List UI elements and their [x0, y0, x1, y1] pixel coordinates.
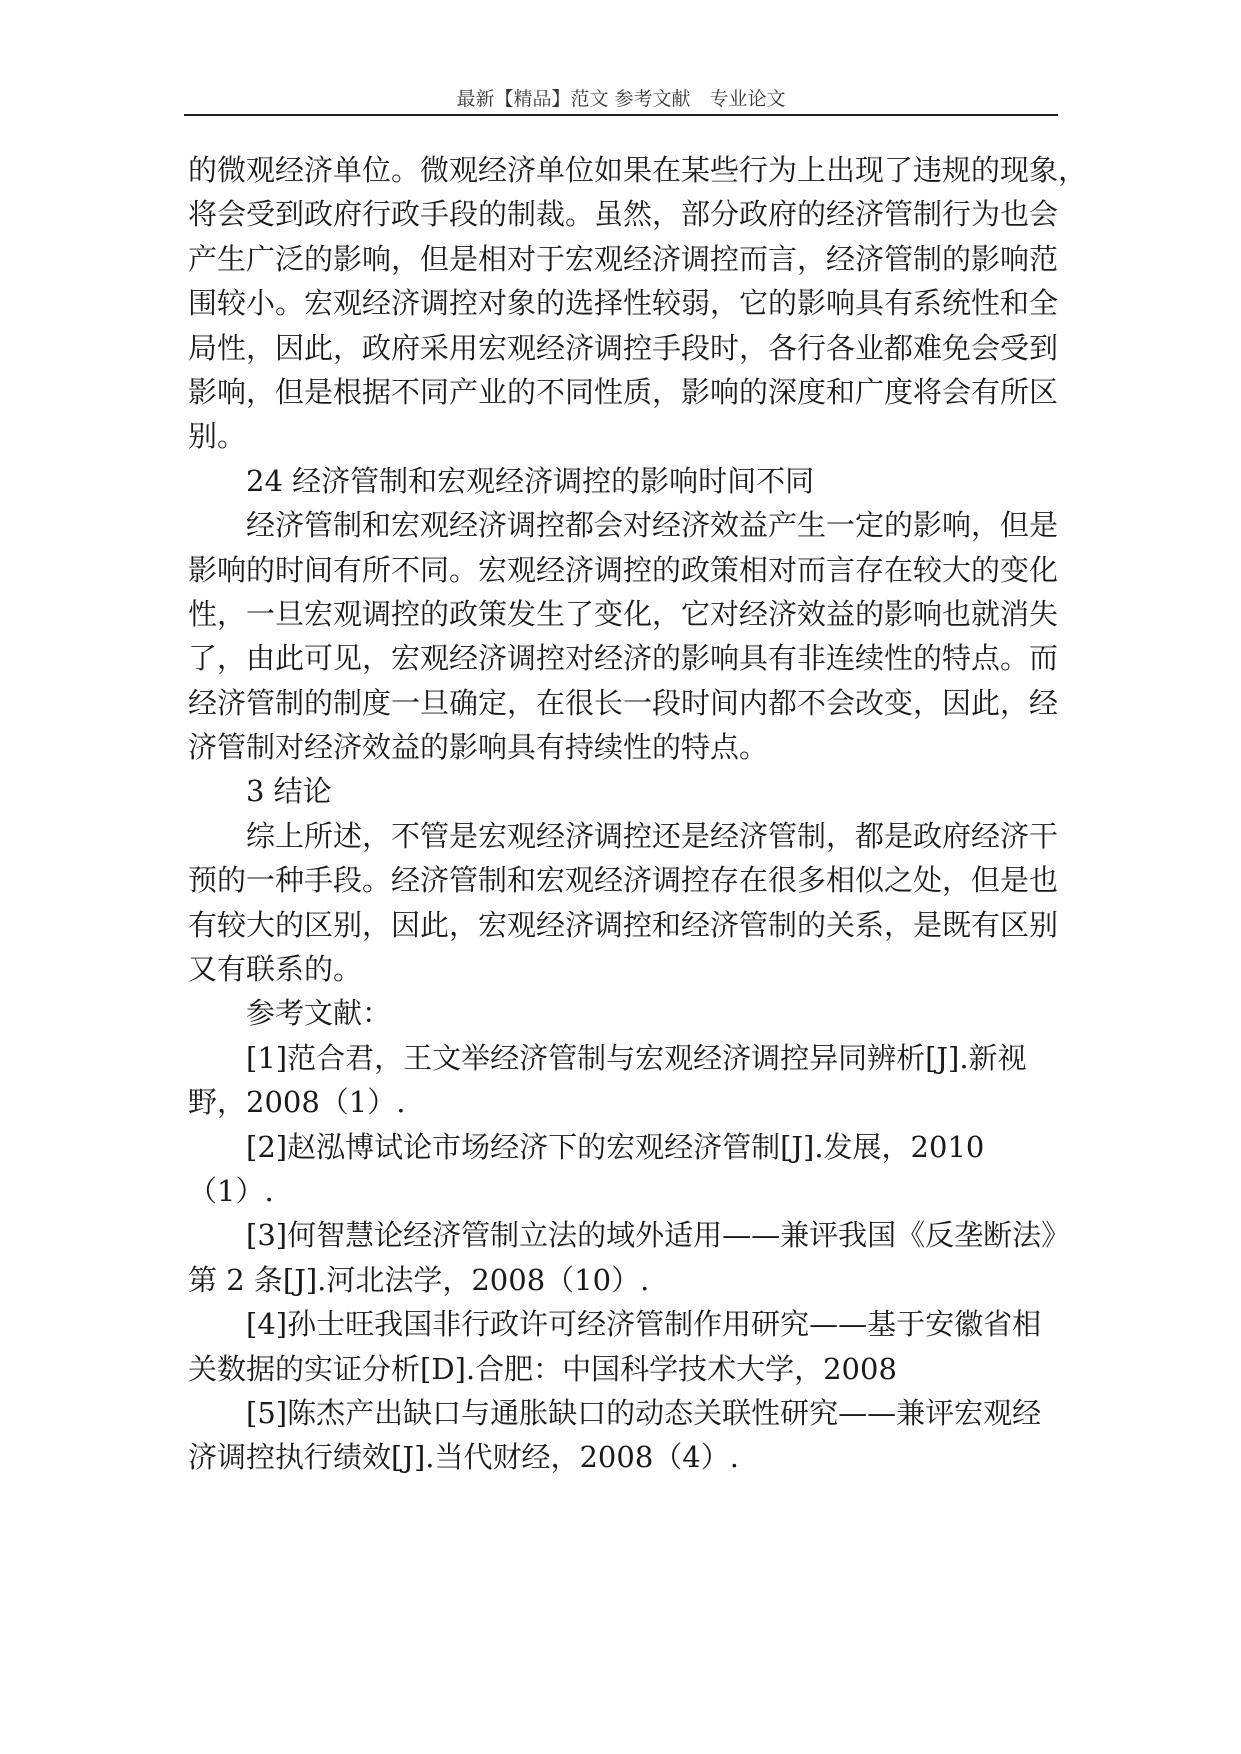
body-line: 影响，但是根据不同产业的不同性质，影响的深度和广度将会有所区 [188, 374, 1059, 409]
body-line: 又有联系的。 [188, 952, 363, 987]
body-line: 产生广泛的影响，但是相对于宏观经济调控而言，经济管制的影响范 [188, 241, 1059, 276]
reference-item: 野，2008（1）. [188, 1085, 406, 1120]
body-line: 将会受到政府行政手段的制裁。虽然，部分政府的经济管制行为也会 [188, 197, 1059, 232]
body-line: 有较大的区别，因此，宏观经济调控和经济管制的关系，是既有区别 [188, 907, 1059, 942]
reference-item: [2]赵泓博试论市场经济下的宏观经济管制[J].发展，2010 [246, 1129, 985, 1164]
body-line: 济管制对经济效益的影响具有持续性的特点。 [188, 730, 769, 765]
body-line: 经济管制的制度一旦确定，在很长一段时间内都不会改变，因此，经 [188, 685, 1059, 720]
body-line: 性，一旦宏观调控的政策发生了变化，它对经济效益的影响也就消失 [188, 596, 1059, 631]
body-line: 了，由此可见，宏观经济调控对经济的影响具有非连续性的特点。而 [188, 641, 1059, 676]
body-line: 影响的时间有所不同。宏观经济调控的政策相对而言存在较大的变化 [188, 552, 1059, 587]
body-line: 综上所述，不管是宏观经济调控还是经济管制，都是政府经济干 [246, 818, 1059, 853]
section-heading: 24 经济管制和宏观经济调控的影响时间不同 [246, 463, 815, 498]
page-header: 最新【精品】范文 参考文献 专业论文 [456, 88, 786, 110]
body-line: 预的一种手段。经济管制和宏观经济调控存在很多相似之处，但是也 [188, 863, 1059, 898]
section-heading: 3 结论 [246, 774, 332, 809]
references-heading: 参考文献： [246, 996, 392, 1031]
body-line: 局性，因此，政府采用宏观经济调控手段时，各行各业都难免会受到 [188, 330, 1059, 365]
reference-item: [1]范合君，王文举经济管制与宏观经济调控异同辨析[J].新视 [246, 1040, 1027, 1075]
reference-item: [3]何智慧论经济管制立法的域外适用——兼评我国《反垄断法》 [246, 1218, 1071, 1253]
body-text [188, 148, 1088, 1480]
reference-item: 第 2 条[J].河北法学，2008（10）. [188, 1262, 650, 1297]
header-rule [184, 114, 1058, 116]
reference-item: 济调控执行绩效[J].当代财经，2008（4）. [188, 1440, 739, 1475]
reference-item: [5]陈杰产出缺口与通胀缺口的动态关联性研究——兼评宏观经 [246, 1395, 1042, 1430]
reference-item: [4]孙士旺我国非行政许可经济管制作用研究——基于安徽省相 [246, 1307, 1042, 1342]
body-line: 的微观经济单位。微观经济单位如果在某些行为上出现了违规的现象， [188, 153, 1088, 187]
reference-item: （1）. [188, 1173, 274, 1208]
body-line: 围较小。宏观经济调控对象的选择性较弱，它的影响具有系统性和全 [188, 286, 1059, 321]
body-line: 经济管制和宏观经济调控都会对经济效益产生一定的影响，但是 [246, 508, 1059, 543]
body-line: 别。 [188, 419, 247, 454]
reference-item: 关数据的实证分析[D].合肥：中国科学技术大学，2008 [188, 1351, 897, 1386]
